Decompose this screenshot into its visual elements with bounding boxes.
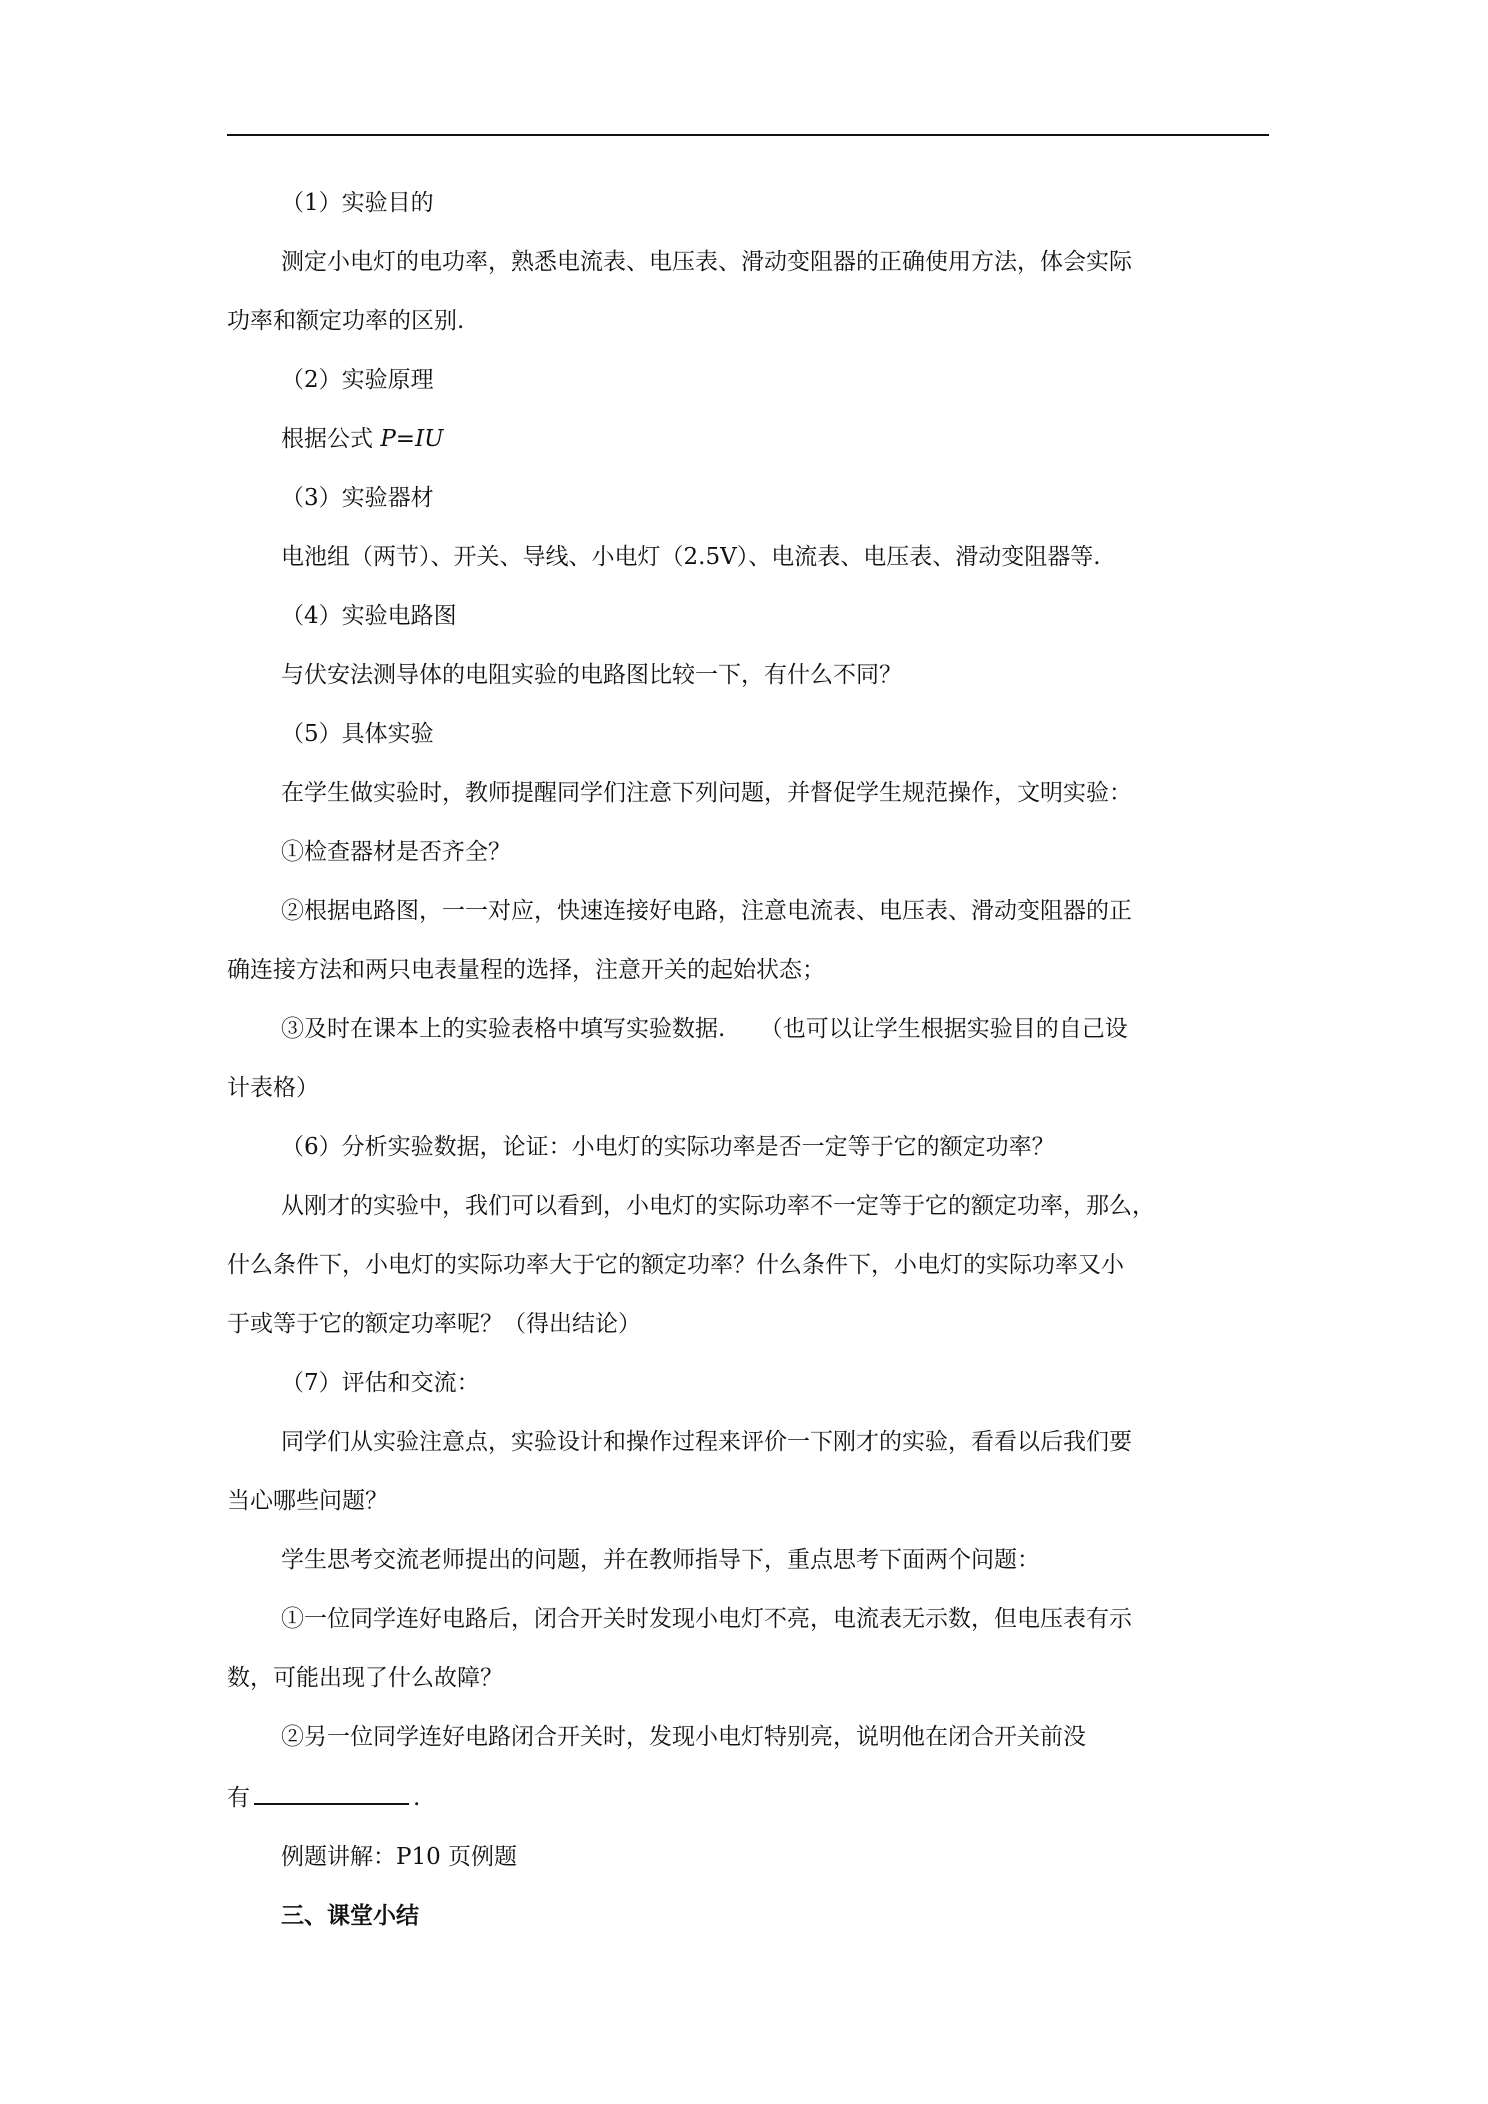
summary-heading: 三、课堂小结 [281, 1902, 419, 1929]
eval-line-1: 同学们从实验注意点，实验设计和操作过程来评价一下刚才的实验，看看以后我们要 [281, 1429, 1132, 1455]
question-2 [227, 1722, 1269, 1813]
question-2-line-2 [227, 1781, 1269, 1813]
answer-blank[interactable] [254, 1781, 409, 1805]
question-1 [227, 1604, 1269, 1693]
step-2 [227, 896, 1269, 985]
eval-heading: （7）评估和交流： [281, 1370, 480, 1396]
analysis-line-2: 什么条件下，小电灯的实际功率大于它的额定功率？什么条件下，小电灯的实际功率又小 [227, 1252, 1124, 1278]
step-3-line-1: ③及时在课本上的实验表格中填写实验数据. （也可以让学生根据实验目的自己设 [281, 1016, 1128, 1042]
eval-paragraph [227, 1427, 1269, 1516]
question-1-line-2: 数，可能出现了什么故障？ [227, 1665, 503, 1691]
document-body [227, 188, 1269, 1960]
circuit-text: 与伏安法测导体的电阻实验的电路图比较一下，有什么不同？ [281, 662, 902, 688]
question-1-line-1: ①一位同学连好电路后，闭合开关时发现小电灯不亮，电流表无示数，但电压表有示 [281, 1606, 1132, 1632]
question-2-suffix: . [413, 1785, 421, 1811]
equipment-text: 电池组（两节）、开关、导线、小电灯（2.5V）、电流表、电压表、滑动变阻器等. [281, 544, 1101, 570]
example-text: 例题讲解：P10 页例题 [281, 1844, 518, 1870]
goal-line-2: 功率和额定功率的区别. [227, 308, 465, 334]
circuit-heading: （4）实验电路图 [281, 603, 457, 629]
step-1: ①检查器材是否齐全？ [281, 839, 511, 865]
formula-p: P [380, 426, 396, 452]
experiment-heading: （5）具体实验 [281, 721, 434, 747]
principle-prefix: 根据公式 [281, 426, 381, 452]
goal-heading: （1）实验目的 [281, 190, 434, 216]
question-2-line-1: ②另一位同学连好电路闭合开关时，发现小电灯特别亮，说明他在闭合开关前没 [281, 1724, 1086, 1750]
think-intro: 学生思考交流老师提出的问题，并在教师指导下，重点思考下面两个问题： [281, 1547, 1040, 1573]
analysis-line-1: 从刚才的实验中，我们可以看到，小电灯的实际功率不一定等于它的额定功率，那么， [281, 1193, 1155, 1219]
equipment-heading: （3）实验器材 [281, 485, 434, 511]
header-rule [227, 134, 1269, 136]
experiment-intro: 在学生做实验时，教师提醒同学们注意下列问题，并督促学生规范操作，文明实验： [281, 780, 1132, 806]
question-2-prefix: 有 [227, 1785, 250, 1811]
analysis-line-3: 于或等于它的额定功率呢？（得出结论） [227, 1311, 641, 1337]
step-2-line-2: 确连接方法和两只电表量程的选择，注意开关的起始状态； [227, 957, 825, 983]
analysis-paragraph [227, 1191, 1269, 1339]
step-2-line-1: ②根据电路图，一一对应，快速连接好电路，注意电流表、电压表、滑动变阻器的正 [281, 898, 1132, 924]
formula-iu: IU [415, 426, 444, 452]
principle-text [227, 424, 1269, 454]
principle-heading: （2）实验原理 [281, 367, 434, 393]
goal-line-1: 测定小电灯的电功率，熟悉电流表、电压表、滑动变阻器的正确使用方法，体会实际 [281, 249, 1132, 275]
goal-paragraph [227, 247, 1269, 336]
step-3-line-2: 计表格） [227, 1075, 319, 1101]
step-3 [227, 1014, 1269, 1103]
eval-line-2: 当心哪些问题？ [227, 1488, 388, 1514]
formula-eq: = [395, 426, 416, 452]
analysis-heading: （6）分析实验数据，论证：小电灯的实际功率是否一定等于它的额定功率？ [281, 1134, 1055, 1160]
